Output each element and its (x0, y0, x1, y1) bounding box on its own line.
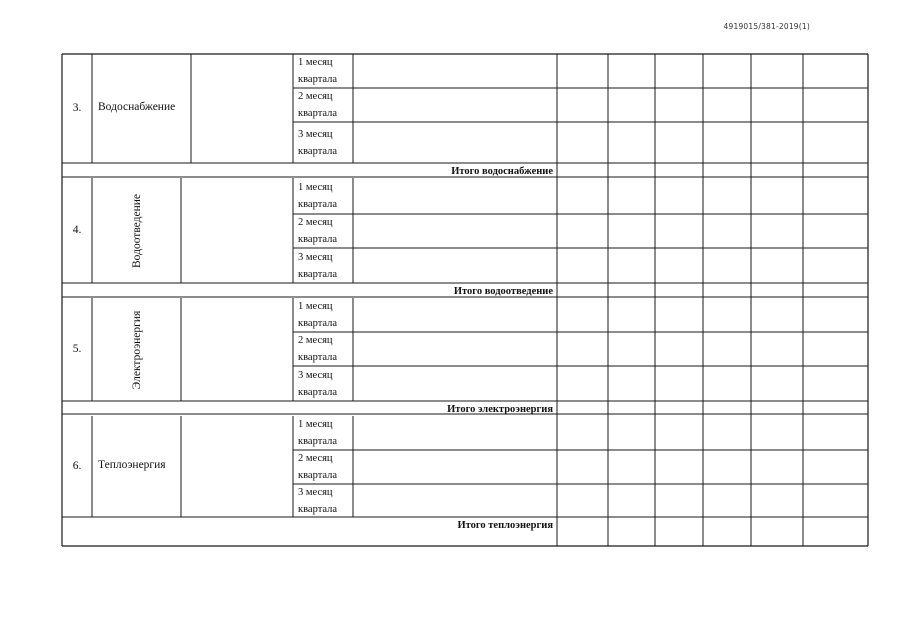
section-number: 6. (72, 459, 82, 472)
period-label: 3 месяц квартала (298, 486, 338, 515)
period-label: 2 месяц квартала (298, 217, 338, 245)
period-label: 3 месяц квартала (298, 128, 338, 157)
service-name: Теплоэнергия (98, 458, 166, 471)
period-label: 1 месяц квартала (298, 419, 338, 447)
period-label: 3 месяц квартала (298, 369, 338, 398)
period-label: 2 месяц квартала (298, 335, 338, 363)
section-total-label: Итого водоотведение (453, 286, 553, 297)
section-number: 5. (72, 342, 82, 355)
document-id: 4919015/381-2019(1) (723, 22, 810, 31)
period-label: 2 месяц квартала (298, 453, 338, 481)
period-label: 2 месяц квартала (298, 91, 338, 119)
period-label: 1 месяц квартала (298, 182, 338, 210)
section-total-label: Итого водоснабжение (451, 166, 553, 177)
section-total-label: Итого теплоэнергия (457, 520, 553, 531)
section-total-label: Итого электроэнергия (447, 404, 553, 415)
period-label: 1 месяц квартала (298, 301, 338, 329)
period-label: 3 месяц квартала (298, 251, 338, 280)
service-name: Водоотведение (130, 193, 143, 268)
section-number: 4. (72, 223, 82, 236)
period-label: 1 месяц квартала (298, 57, 338, 85)
service-name: Электроэнергия (130, 310, 143, 389)
service-name: Водоснабжение (98, 100, 176, 113)
section-number: 3. (72, 101, 82, 114)
